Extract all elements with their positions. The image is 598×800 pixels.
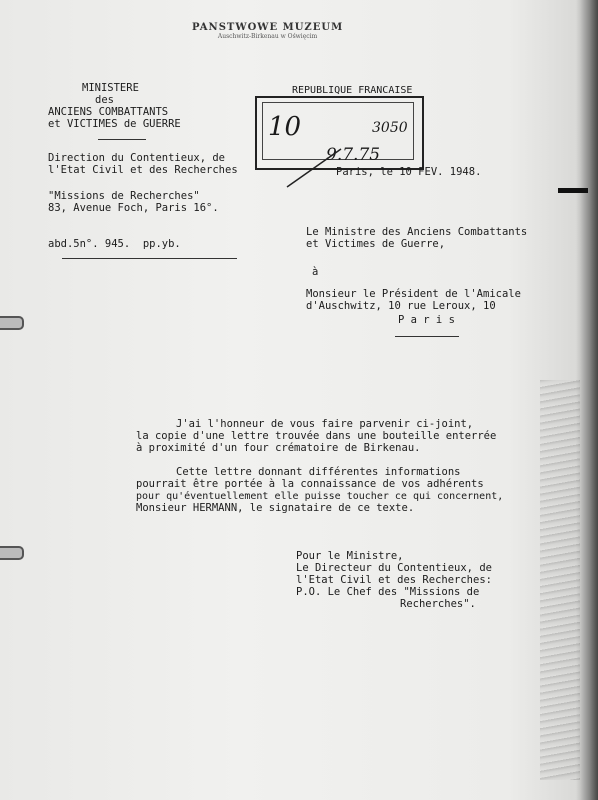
republic-heading: REPUBLIQUE FRANCAISE bbox=[292, 85, 413, 96]
ministry-line-3: ANCIENS COMBATTANTS bbox=[48, 106, 169, 118]
archive-stamp-mark: 10 bbox=[268, 112, 302, 142]
scan-noise bbox=[540, 380, 580, 780]
sender-line-1: Le Ministre des Anciens Combattants bbox=[306, 226, 528, 238]
margin-mark bbox=[558, 188, 588, 193]
museum-stamp-subtitle: Auschwitz-Birkenau w Oświęcim bbox=[217, 33, 318, 40]
ministry-line-1: MINISTERE bbox=[82, 82, 139, 94]
binder-ring-top bbox=[0, 316, 26, 328]
museum-stamp bbox=[192, 22, 343, 40]
recipient-line-1: Monsieur le Président de l'Amicale bbox=[306, 288, 521, 300]
body-p1-line-1: J'ai l'honneur de vous faire parvenir ci-joint, bbox=[176, 418, 474, 430]
missions-line-1: "Missions de Recherches" bbox=[48, 190, 200, 202]
place-date: Paris, le 10 FEV. 1948. bbox=[336, 166, 482, 178]
missions-line-2: 83, Avenue Foch, Paris 16°. bbox=[48, 202, 219, 214]
body-p1-line-2: la copie d'une lettre trouvée dans une bouteille enterrée bbox=[136, 430, 497, 442]
signature-line-5: Recherches". bbox=[400, 598, 476, 610]
reference-code: abd.5n°. 945. pp.yb. bbox=[48, 238, 181, 250]
body-p1-line-3: à proximité d'un four crématoire de Birkenau. bbox=[136, 442, 421, 454]
signature-line-2: Le Directeur du Contentieux, de bbox=[296, 562, 492, 574]
museum-stamp-title: PANSTWOWE MUZEUM bbox=[192, 22, 344, 33]
signature-line-1: Pour le Ministre, bbox=[296, 550, 404, 562]
recipient-line-2: d'Auschwitz, 10 rue Leroux, 10 bbox=[306, 300, 496, 312]
recipient-line-3: P a r i s bbox=[398, 314, 455, 326]
recipient-rule bbox=[395, 336, 459, 337]
reference-rule bbox=[62, 258, 237, 259]
direction-line-1: Direction du Contentieux, de bbox=[48, 152, 226, 164]
ministry-line-2: des bbox=[95, 94, 114, 106]
body-p2-line-1: Cette lettre donnant différentes informations bbox=[176, 466, 461, 478]
signature-line-3: l'Etat Civil et des Recherches: bbox=[296, 574, 492, 586]
body-p2-line-2: pourrait être portée à la connaissance de vos adhérents bbox=[136, 478, 484, 490]
body-p2-line-3: pour qu'éventuellement elle puisse toucher ce qui concernent, bbox=[136, 491, 504, 502]
sender-line-2: et Victimes de Guerre, bbox=[306, 238, 446, 250]
signature-line-4: P.O. Le Chef des "Missions de bbox=[296, 586, 480, 598]
body-p2-line-4: Monsieur HERMANN, le signataire de ce texte. bbox=[136, 502, 415, 514]
binder-ring-bottom bbox=[0, 546, 26, 558]
header-rule bbox=[98, 139, 146, 140]
archive-stamp-date: 9.7.75 bbox=[326, 145, 381, 165]
to-word: à bbox=[312, 266, 319, 278]
archive-stamp-number: 3050 bbox=[372, 120, 408, 136]
direction-line-2: l'Etat Civil et des Recherches bbox=[48, 164, 238, 176]
ministry-line-4: et VICTIMES de GUERRE bbox=[48, 118, 181, 130]
